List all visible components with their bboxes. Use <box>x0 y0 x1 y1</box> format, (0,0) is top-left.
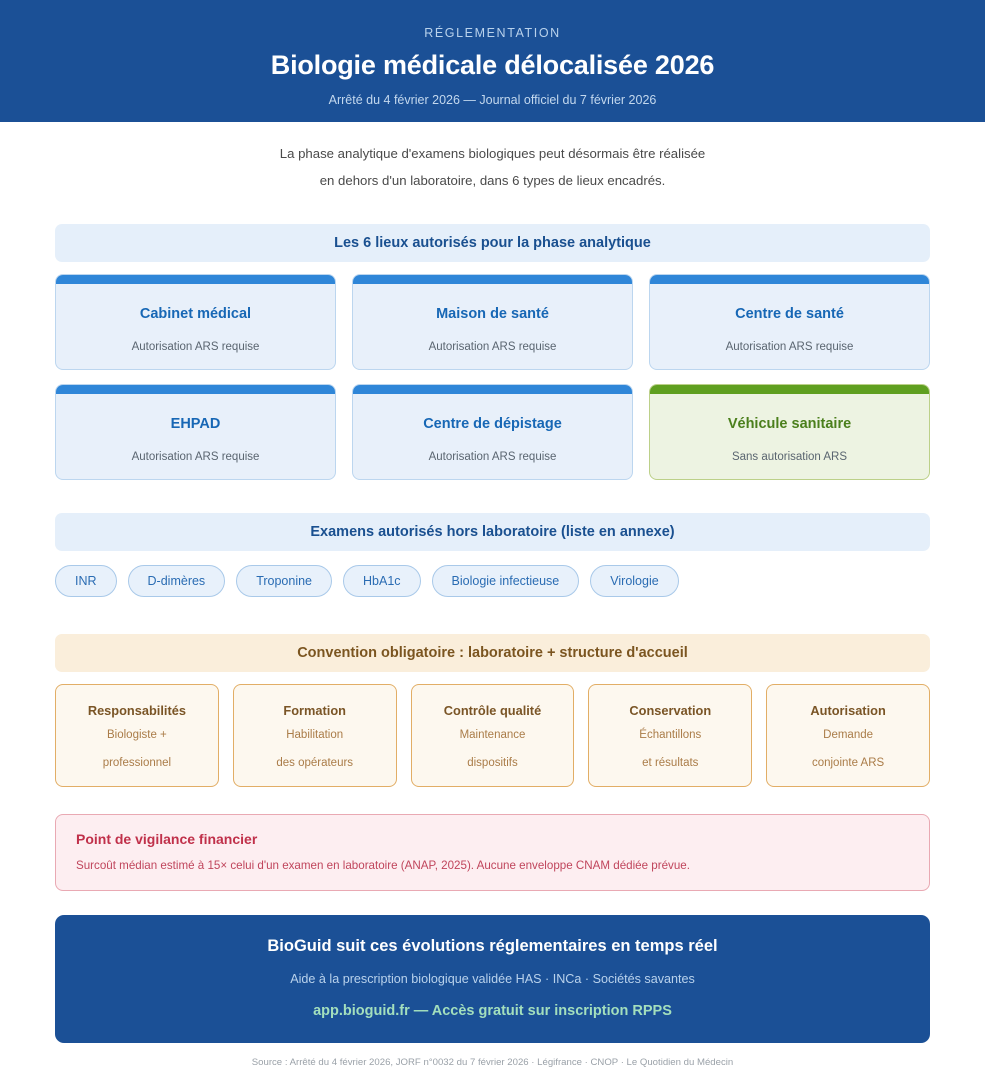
exam-pill[interactable]: D-dimères <box>128 565 226 597</box>
convention-card-line-2: dispositifs <box>467 757 518 769</box>
convention-card-line-2: des opérateurs <box>276 757 354 769</box>
examens-section-header: Examens autorisés hors laboratoire (liste en annexe) <box>55 513 930 551</box>
convention-card[interactable] <box>55 684 219 787</box>
convention-card[interactable] <box>766 684 930 787</box>
lieu-card-note: Autorisation ARS requise <box>428 451 557 463</box>
exam-pill[interactable]: INR <box>55 565 117 597</box>
convention-card-title: Formation <box>283 703 346 718</box>
lieu-card-title: Centre de santé <box>735 306 844 322</box>
lieu-card-accent-bar <box>650 275 929 284</box>
exam-pill[interactable]: Virologie <box>590 565 678 597</box>
warning-title: Point de vigilance financier <box>76 831 258 847</box>
lieu-card-title: EHPAD <box>170 416 221 432</box>
lieu-card[interactable] <box>55 384 336 480</box>
lieu-card-accent-bar <box>650 385 929 394</box>
exam-pill[interactable]: Biologie infectieuse <box>432 565 580 597</box>
convention-card-title: Contrôle qualité <box>443 703 542 718</box>
header-eyebrow: RÉGLEMENTATION <box>424 26 561 40</box>
cta-link[interactable]: app.bioguid.fr — Accès gratuit sur inscription RPPS <box>313 1003 672 1019</box>
convention-grid <box>55 684 930 787</box>
lieux-section-header: Les 6 lieux autorisés pour la phase analytique <box>55 224 930 262</box>
cta-subtitle: Aide à la prescription biologique validée HAS · INCa · Sociétés savantes <box>290 972 695 986</box>
source-line: Source : Arrêté du 4 février 2026, JORF n°0032 du 7 février 2026 · Légifrance · CNOP · Le Quotidien du Médecin <box>251 1057 734 1068</box>
lieu-card-note: Autorisation ARS requise <box>428 341 557 353</box>
convention-card-line-2: conjointe ARS <box>811 757 885 769</box>
lieu-card-accent-bar <box>353 275 632 284</box>
convention-card-title: Conservation <box>629 703 712 718</box>
convention-card[interactable] <box>588 684 752 787</box>
convention-card[interactable] <box>411 684 575 787</box>
convention-card-title: Autorisation <box>810 703 886 718</box>
header-subtitle: Arrêté du 4 février 2026 — Journal officiel du 7 février 2026 <box>328 93 657 107</box>
content-area <box>0 224 985 1068</box>
lieu-card-title: Centre de dépistage <box>423 416 562 432</box>
convention-card-line-1: Demande <box>823 729 874 741</box>
lieu-card-accent-bar <box>353 385 632 394</box>
convention-card-line-1: Maintenance <box>459 729 526 741</box>
lieu-card-accent-bar <box>56 275 335 284</box>
exam-pill[interactable]: Troponine <box>236 565 332 597</box>
convention-card-line-2: professionnel <box>102 757 172 769</box>
lieu-card[interactable] <box>649 274 930 370</box>
page-title: Biologie médicale délocalisée 2026 <box>270 50 715 80</box>
lieu-card-note: Autorisation ARS requise <box>131 341 260 353</box>
lieu-card-title: Cabinet médical <box>139 306 252 322</box>
convention-card-line-1: Biologiste + <box>107 729 167 741</box>
financial-warning-box <box>55 814 930 891</box>
convention-card-line-1: Échantillons <box>639 729 702 741</box>
examens-pill-list <box>55 565 930 597</box>
lieu-card-title: Maison de santé <box>436 306 549 322</box>
lieux-grid-row-1 <box>55 274 930 370</box>
convention-card-line-2: et résultats <box>642 757 699 769</box>
lieu-card-accent-bar <box>56 385 335 394</box>
convention-section-header: Convention obligatoire : laboratoire + structure d'accueil <box>55 634 930 672</box>
lieu-card-note: Autorisation ARS requise <box>725 341 854 353</box>
intro-line-2: en dehors d'un laboratoire, dans 6 types de lieux encadrés. <box>319 173 666 188</box>
cta-title: BioGuid suit ces évolutions réglementaires en temps réel <box>267 937 718 955</box>
intro-block <box>0 122 985 194</box>
lieu-card-vehicule-sanitaire[interactable] <box>649 384 930 480</box>
lieu-card-title: Véhicule sanitaire <box>727 416 852 432</box>
lieu-card[interactable] <box>352 274 633 370</box>
lieu-card[interactable] <box>352 384 633 480</box>
convention-card-line-1: Habilitation <box>286 729 344 741</box>
intro-line-1: La phase analytique d'examens biologiques peut désormais être réalisée <box>279 146 706 161</box>
exam-pill[interactable]: HbA1c <box>343 565 421 597</box>
lieu-card[interactable] <box>55 274 336 370</box>
page-header <box>0 0 985 122</box>
lieu-card-note: Autorisation ARS requise <box>131 451 260 463</box>
lieux-grid-row-2 <box>55 384 930 480</box>
warning-body: Surcoût médian estimé à 15× celui d'un examen en laboratoire (ANAP, 2025). Aucune enveloppe CNAM dédiée prévue. <box>76 859 690 872</box>
convention-card[interactable] <box>233 684 397 787</box>
lieu-card-note: Sans autorisation ARS <box>731 451 848 463</box>
convention-card-title: Responsabilités <box>87 703 186 718</box>
